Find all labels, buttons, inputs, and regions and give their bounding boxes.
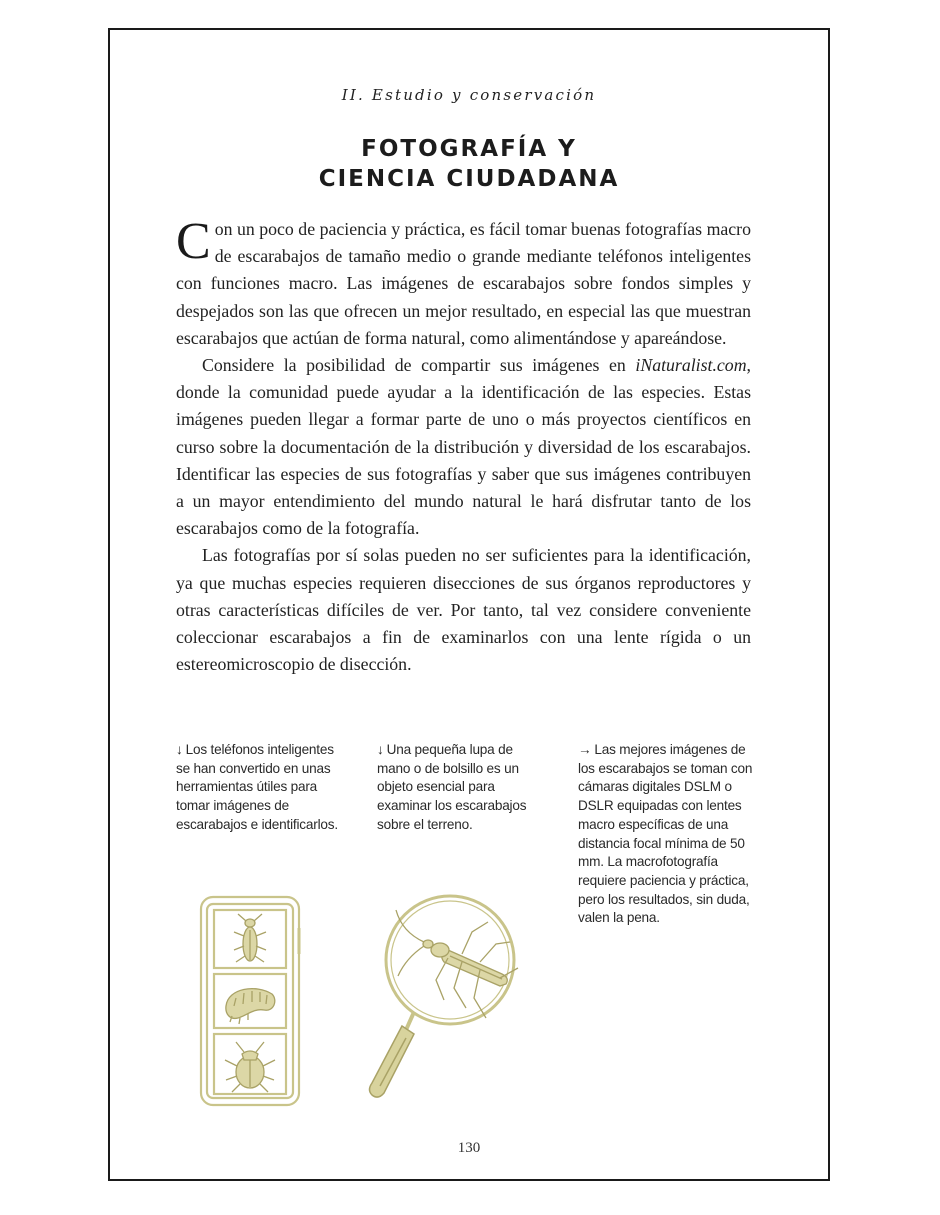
magnifier-handle: [370, 1026, 415, 1097]
arrow-down-icon: ↓: [377, 742, 384, 757]
smartphone-illustration: [198, 894, 302, 1108]
arrow-right-icon: →: [578, 742, 592, 757]
caption-smartphone: ↓ Los teléfonos inteligentes se han convertido en unas herramientas útiles para tomar imágenes de escarabajos e identificarlos.: [176, 742, 338, 832]
paragraph-2-text: , donde la comunidad puede ayudar a la identificación de las especies. Estas imágenes pueden llegar a formar parte de uno o más proyectos científicos en curso sobre la documentación de la distribución y diversidad de los escarabajos. Identificar las especies de sus fotografías y saber que sus imágenes contribuyen a un mayor entendimiento del mundo natural le hará disfrutar tanto de los escarabajos como de la fotografía.: [176, 355, 751, 539]
paragraph-3: Las fotografías por sí solas pueden no ser suficientes para la identificación, ya que muchas especies requieren disecciones de sus órganos reproductores y otras características difíciles de ver. Por tanto, tal vez considere conveniente coleccionar escarabajos a fin de examinarlos con una lente rígida o un estereomicroscopio de disección.: [176, 545, 751, 675]
page-frame: [108, 28, 830, 1181]
running-head: II. Estudio y conservación: [341, 86, 597, 104]
caption-camera: → Las mejores imágenes de los escarabajos se toman con cámaras digitales DSLM o DSLR equipadas con lentes macro específicas de una distancia focal mínima de 50 mm. La macrofotografía requiere paciencia y práctica, pero los resultados, sin duda, valen la pena.: [578, 742, 753, 926]
inaturalist-reference: iNaturalist.com: [635, 355, 747, 376]
drop-cap: C: [176, 213, 211, 270]
caption-magnifier: ↓ Una pequeña lupa de mano o de bolsillo es un objeto esencial para examinar los escarabajos sobre el terreno.: [377, 742, 527, 832]
page-title: [110, 134, 828, 194]
paragraph-2: [176, 352, 751, 542]
paragraph-2-lead: Considere la posibilidad de compartir sus imágenes en: [202, 355, 636, 376]
title-line-1: FOTOGRAFÍA Y: [361, 136, 577, 162]
larva-icon: [226, 989, 275, 1024]
beetle-icon: [234, 914, 266, 962]
paragraph-1: [176, 213, 751, 352]
body-text: [176, 213, 751, 678]
page-number: 130: [457, 1140, 481, 1156]
arrow-down-icon: ↓: [176, 742, 183, 757]
title-line-2: CIENCIA CIUDADANA: [318, 166, 620, 192]
magnifier-illustration: [362, 888, 537, 1103]
paragraph-1-text: on un poco de paciencia y práctica, es fácil tomar buenas fotografías macro de escarabajos de tamaño medio o grande mediante teléfonos inteligentes con funciones macro. Las imágenes de escarabajos sobre fondos simples y despejados son las que ofrecen un mejor resultado, en especial las que muestran escarabajos que actúan de forma natural, como alimentándose y apareándose.: [176, 219, 751, 348]
beetle-icon: [225, 1042, 275, 1092]
